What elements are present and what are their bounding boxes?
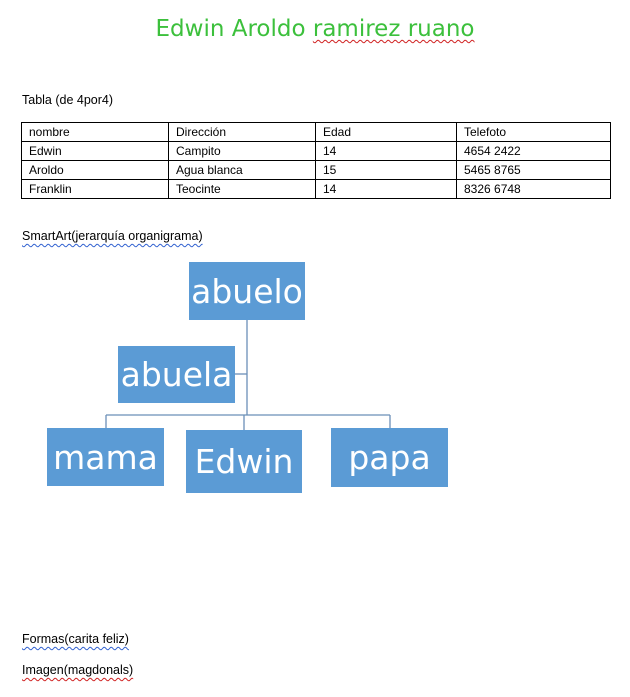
table-cell[interactable]: Edwin [22,142,169,161]
table-cell[interactable]: 4654 2422 [457,142,611,161]
table-cell[interactable]: Aroldo [22,161,169,180]
org-node-papa[interactable]: papa [331,428,448,487]
table-cell[interactable]: Campito [169,142,316,161]
table-cell[interactable]: Agua blanca [169,161,316,180]
shapes-label: Formas(carita feliz) [22,632,129,646]
table-cell[interactable]: 14 [316,180,457,199]
table-cell[interactable]: Dirección [169,123,316,142]
org-node-abuelo[interactable]: abuelo [189,262,305,320]
table-cell[interactable]: 14 [316,142,457,161]
title-second: ramirez ruano [312,16,475,42]
table-cell[interactable]: Teocinte [169,180,316,199]
table-cell[interactable]: Telefoto [457,123,611,142]
title-first: Edwin Aroldo [155,16,313,42]
image-label: Imagen(magdonals) [22,663,134,677]
org-node-mama[interactable]: mama [47,428,164,486]
table-cell[interactable]: 8326 6748 [457,180,611,199]
table-cell[interactable]: nombre [22,123,169,142]
table-cell[interactable]: Franklin [22,180,169,199]
table-label: Tabla (de 4por4) [22,93,114,107]
table-cell[interactable]: 5465 8765 [457,161,611,180]
table-cell[interactable]: 15 [316,161,457,180]
org-node-edwin[interactable]: Edwin [186,430,302,493]
org-node-abuela[interactable]: abuela [118,346,235,403]
smartart-label: SmartArt(jerarquía organigrama) [22,229,203,243]
table-cell[interactable]: Edad [316,123,457,142]
